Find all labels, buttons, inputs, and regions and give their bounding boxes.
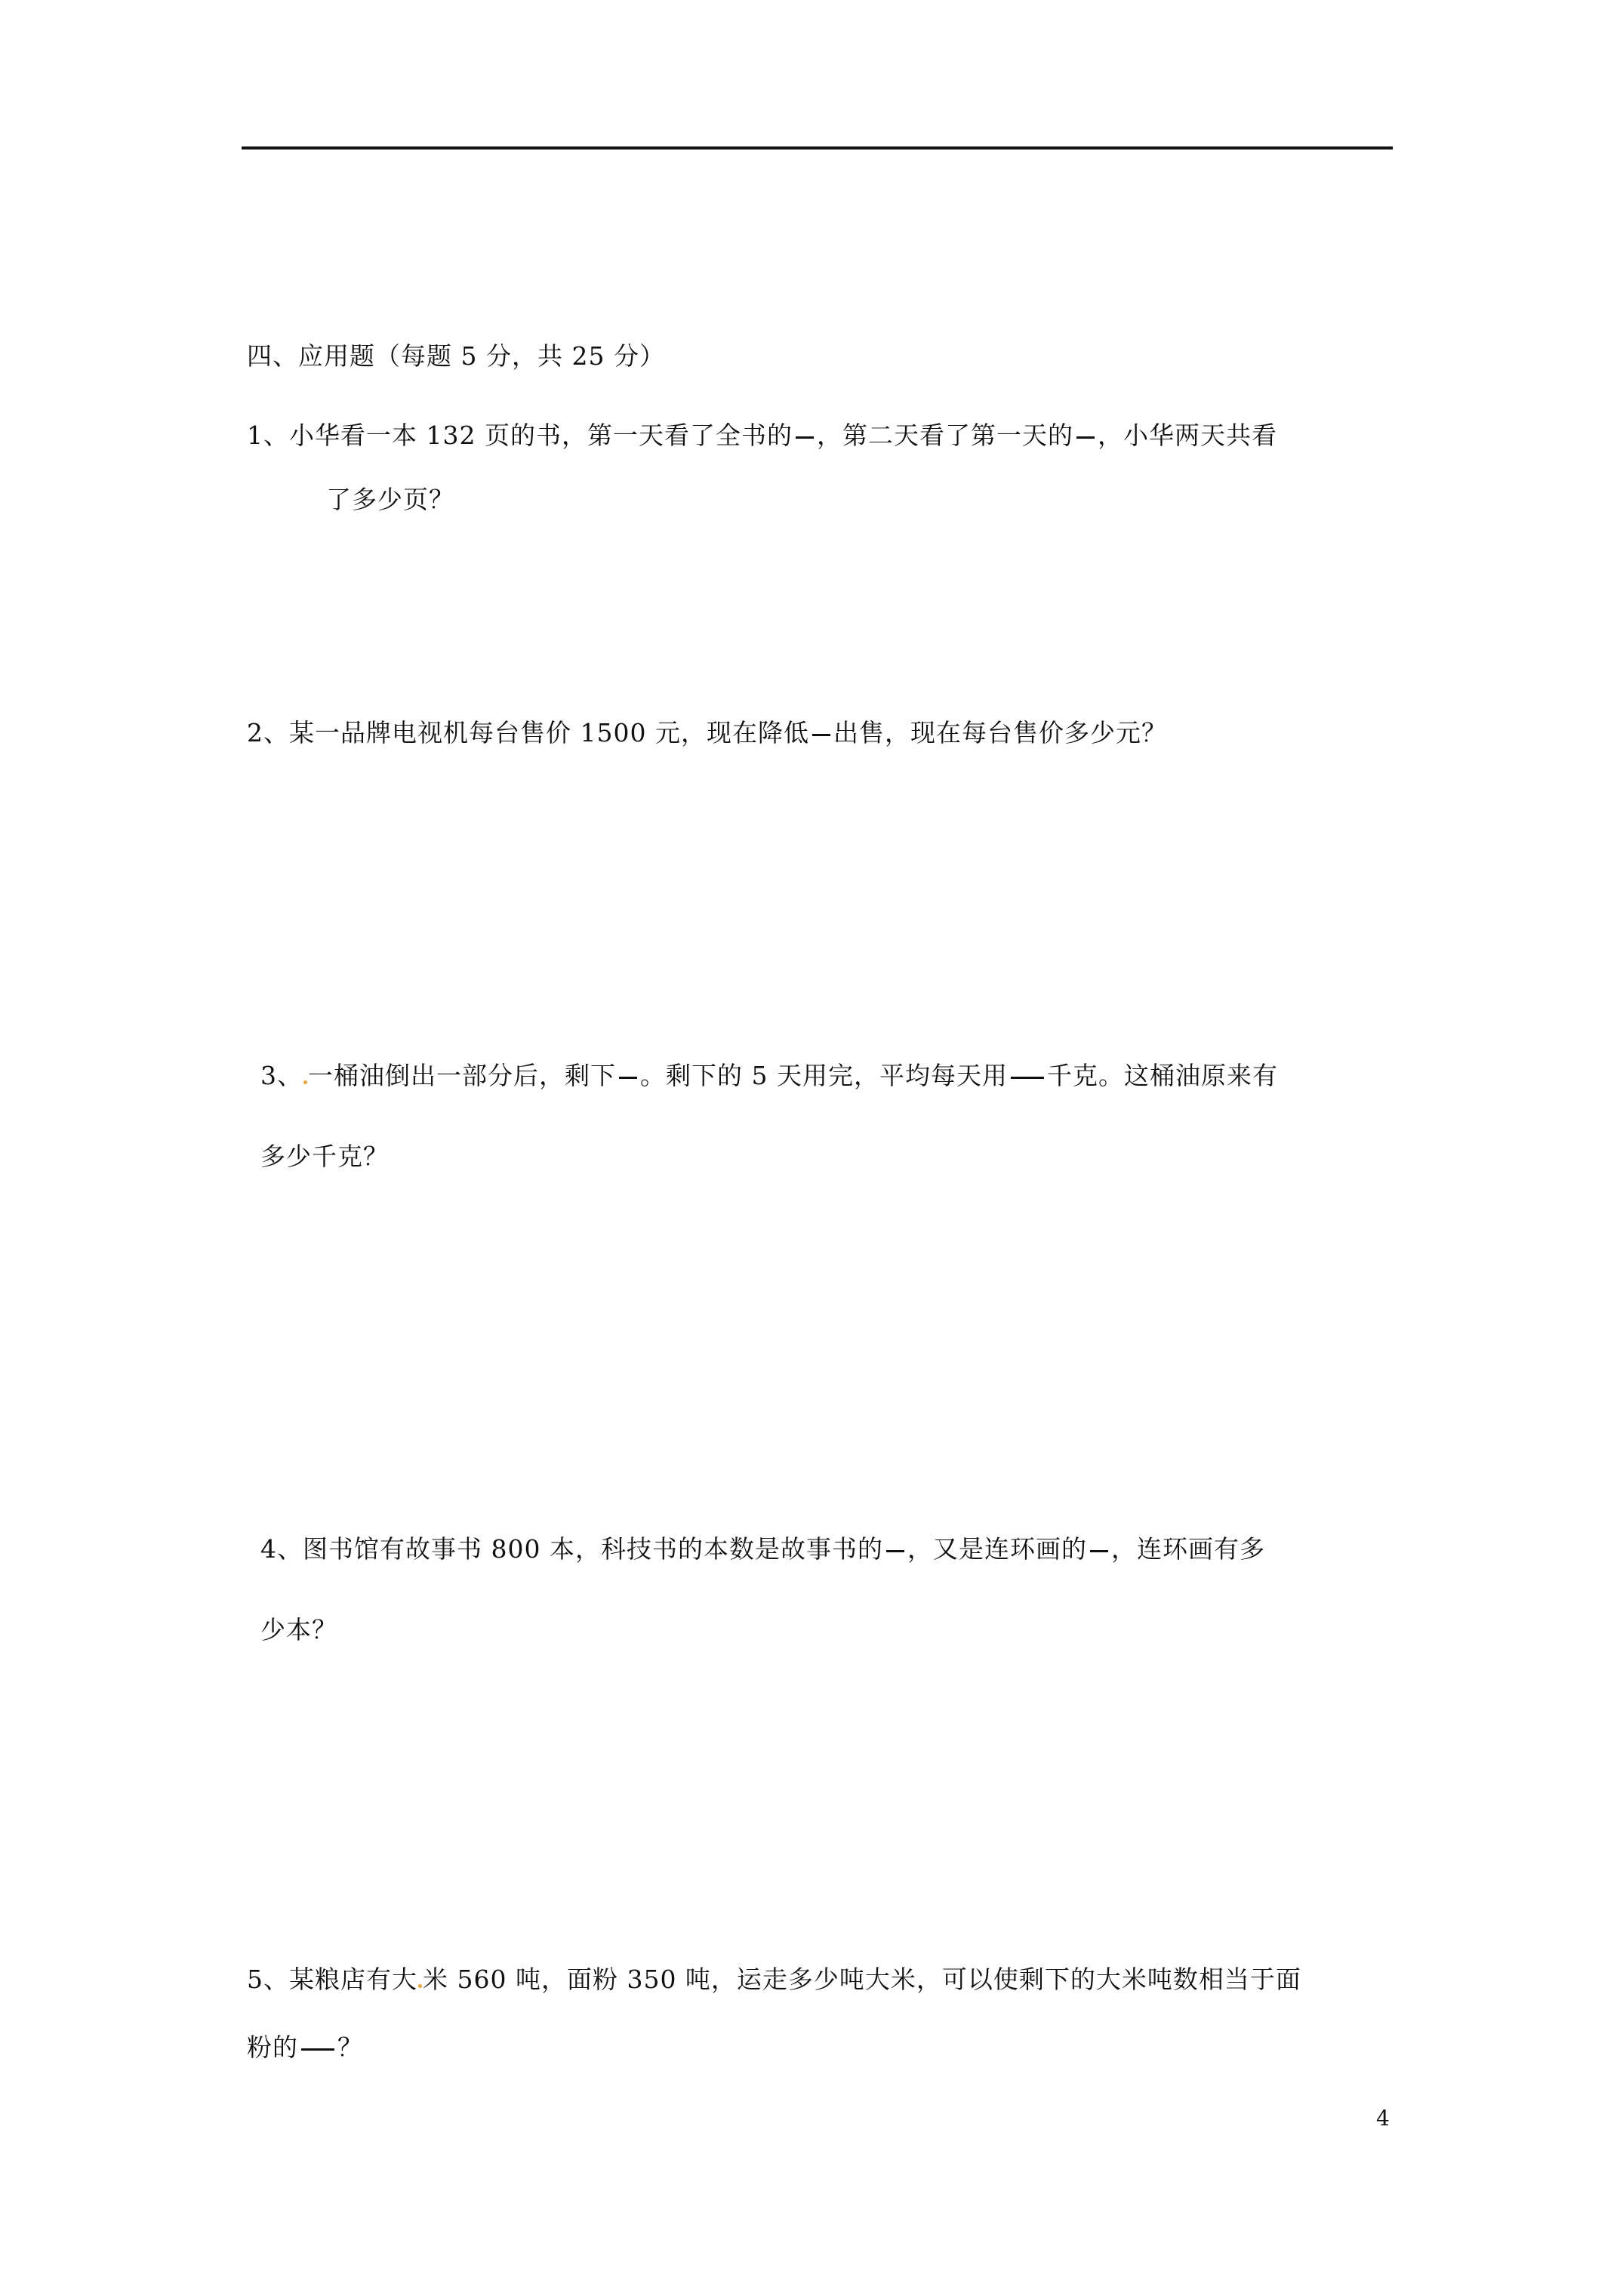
- question-4-text-b: ，又是连环画的: [907, 1534, 1087, 1564]
- question-2-text-a: 2、某一品牌电视机每台售价 1500 元，现在降低: [247, 718, 809, 747]
- header-rule: [242, 146, 1393, 149]
- question-1-text-c: ，小华两天共看: [1097, 421, 1277, 450]
- question-1-text-d: 了多少页？: [326, 485, 454, 514]
- question-3-text-e: 多少千克？: [260, 1142, 389, 1171]
- question-2-text-b: 出售，现在每台售价多少元？: [833, 718, 1167, 747]
- section-title: [247, 340, 665, 373]
- question-2-line-1: [247, 717, 1167, 750]
- fraction-blank: [1090, 1550, 1108, 1552]
- fraction-blank: [796, 436, 814, 439]
- mark-dot: [303, 1080, 307, 1084]
- fraction-blank: [1076, 436, 1095, 439]
- question-5-text-b: 米 560 吨，面粉 350 吨，运走多少吨大米，可以使剩下的大米吨数相当于面: [423, 1965, 1301, 1994]
- question-3-line-2: [260, 1140, 389, 1173]
- question-4-text-a: 4、图书馆有故事书 800 本，科技书的本数是故事书的: [260, 1534, 883, 1564]
- page-number: 4: [1376, 2106, 1390, 2131]
- fraction-blank: [1011, 1077, 1044, 1079]
- question-5-text-c: 粉的: [247, 2032, 298, 2062]
- fraction-blank: [619, 1077, 637, 1079]
- question-4-text-c: ，连环画有多: [1110, 1534, 1265, 1564]
- question-5-line-2: [247, 2031, 363, 2064]
- fraction-blank: [812, 734, 830, 736]
- question-1-text-b: ，第二天看了第一天的: [816, 421, 1073, 450]
- question-4-line-1: [260, 1533, 1265, 1566]
- question-5-text-a: 5、某粮店有大: [247, 1965, 417, 1994]
- question-5-text-d: ？: [337, 2032, 363, 2062]
- mark-dot: [418, 1984, 422, 1988]
- question-5-line-1: [247, 1963, 1301, 1996]
- question-1-line-2: [326, 483, 454, 516]
- section-title-text: 四、应用题（每题 5 分，共 25 分）: [247, 341, 665, 371]
- fraction-blank: [886, 1550, 904, 1552]
- question-1-line-1: [247, 419, 1277, 452]
- question-4-line-2: [260, 1613, 337, 1647]
- fraction-blank: [301, 2048, 334, 2051]
- question-1-text-a: 1、小华看一本 132 页的书，第一天看了全书的: [247, 421, 793, 450]
- question-3-line-1: [260, 1059, 1278, 1093]
- question-3-text-a: 3、: [260, 1061, 303, 1090]
- question-3-text-d: 千克。这桶油原来有: [1046, 1061, 1278, 1090]
- question-3-text-b: 一桶油倒出一部分后，剩下: [308, 1061, 616, 1090]
- question-3-text-c: 。剩下的 5 天用完，平均每天用: [640, 1061, 1008, 1090]
- question-4-text-d: 少本？: [260, 1615, 337, 1644]
